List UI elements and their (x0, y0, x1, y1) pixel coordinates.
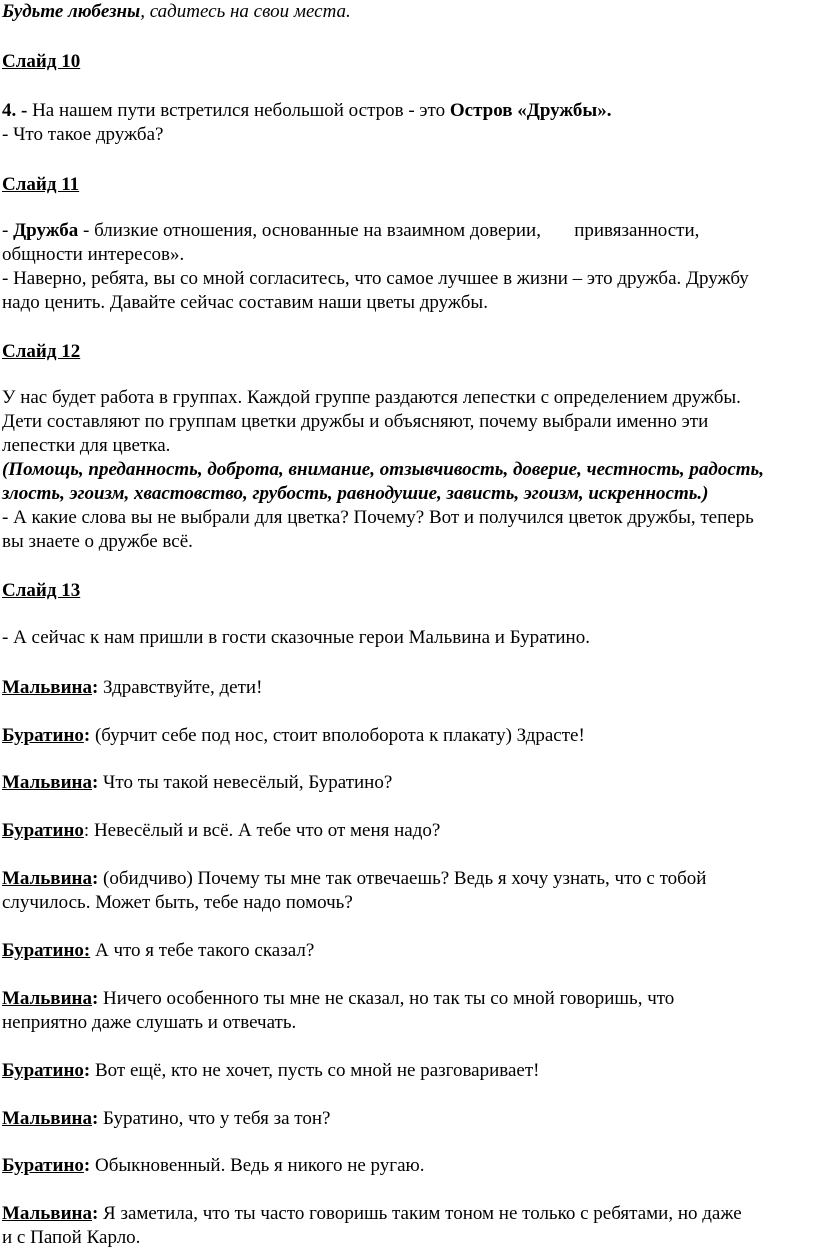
speaker-name: Буратино: (2, 940, 91, 961)
slide-10-paragraph-1: 4. - На нашем пути встретился небольшой остров - это Остров «Дружбы». (2, 100, 612, 121)
closing-phrase: Будьте любезны, садитесь на свои места. (2, 1, 351, 22)
slide-12-paragraph-1-line-1: У нас будет работа в группах. Каждой группе раздаются лепестки с определением дружбы. (2, 387, 741, 408)
speaker-name: Мальвина (2, 1203, 92, 1224)
slide-12-paragraph-1-line-2: Дети составляют по группам цветки дружбы и объясняют, почему выбрали именно эти (2, 411, 709, 432)
speaker-name: Мальвина (2, 772, 92, 793)
dialogue-line: Мальвина: (обидчиво) Почему ты мне так отвечаешь? Ведь я хочу узнать, что с тобой (2, 868, 707, 889)
dialogue-line: Мальвина: Здравствуйте, дети! (2, 677, 263, 698)
slide-11-paragraph-2-line-1: - Наверно, ребята, вы со мной согласитесь, что самое лучшее в жизни – это дружба. Дружбу (2, 268, 749, 289)
slide-13-heading: Слайд 13 (2, 580, 81, 601)
speaker-name: Мальвина (2, 868, 92, 889)
slide-11-paragraph-2-line-2: надо ценить. Давайте сейчас составим наши цветы дружбы. (2, 292, 488, 313)
slide-10-heading: Слайд 10 (2, 51, 81, 72)
speaker-name: Мальвина (2, 1108, 92, 1129)
speaker-name: Буратино (2, 820, 84, 841)
dialogue-line: Буратино: Вот ещё, кто не хочет, пусть со мной не разговаривает! (2, 1060, 540, 1081)
dialogue-line: Буратино: А что я тебе такого сказал? (2, 940, 315, 961)
slide-11-definition-line-2: общности интересов». (2, 244, 185, 265)
speaker-name: Мальвина (2, 677, 92, 698)
dialogue-line: Буратино: Обыкновенный. Ведь я никого не ругаю. (2, 1155, 425, 1176)
dialogue-line: Буратино: (бурчит себе под нос, стоит вполоборота к плакату) Здрасте! (2, 725, 585, 746)
dialogue-line-continued: неприятно даже слушать и отвечать. (2, 1012, 297, 1033)
slide-12-heading: Слайд 12 (2, 341, 81, 362)
slide-12-word-list-line-2: злость, эгоизм, хвастовство, грубость, равнодушие, зависть, эгоизм, искренность.) (2, 483, 709, 504)
speaker-name: Буратино (2, 725, 84, 746)
slide-12-word-list-line-1: (Помощь, преданность, доброта, внимание, отзывчивость, доверие, честность, радость, (2, 459, 764, 480)
speaker-name: Буратино (2, 1060, 84, 1081)
slide-12-paragraph-3-line-2: вы знаете о дружбе всё. (2, 531, 193, 552)
slide-11-definition-line-1: - Дружба - близкие отношения, основанные на взаимном доверии, привязанности, (2, 220, 700, 241)
slide-10-paragraph-2: - Что такое дружба? (2, 124, 164, 145)
dialogue-line-continued: случилось. Может быть, тебе надо помочь? (2, 892, 353, 913)
dialogue-line: Мальвина: Я заметила, что ты часто говоришь таким тоном не только с ребятами, но даже (2, 1203, 742, 1224)
slide-11-heading: Слайд 11 (2, 174, 80, 195)
speaker-name: Мальвина (2, 988, 92, 1009)
slide-12-paragraph-1-line-3: лепестки для цветка. (2, 435, 171, 456)
dialogue-line: Буратино: Невесёлый и всё. А тебе что от меня надо? (2, 820, 441, 841)
speaker-name: Буратино (2, 1155, 84, 1176)
dialogue-line: Мальвина: Ничего особенного ты мне не сказал, но так ты со мной говоришь, что (2, 988, 675, 1009)
dialogue-line: Мальвина: Буратино, что у тебя за тон? (2, 1108, 331, 1129)
slide-12-paragraph-3-line-1: - А какие слова вы не выбрали для цветка? Почему? Вот и получился цветок дружбы, теперь (2, 507, 754, 528)
dialogue-line-continued: и с Папой Карло. (2, 1227, 141, 1248)
dialogue-line: Мальвина: Что ты такой невесёлый, Буратино? (2, 772, 393, 793)
slide-13-intro: - А сейчас к нам пришли в гости сказочные герои Мальвина и Буратино. (2, 627, 590, 648)
